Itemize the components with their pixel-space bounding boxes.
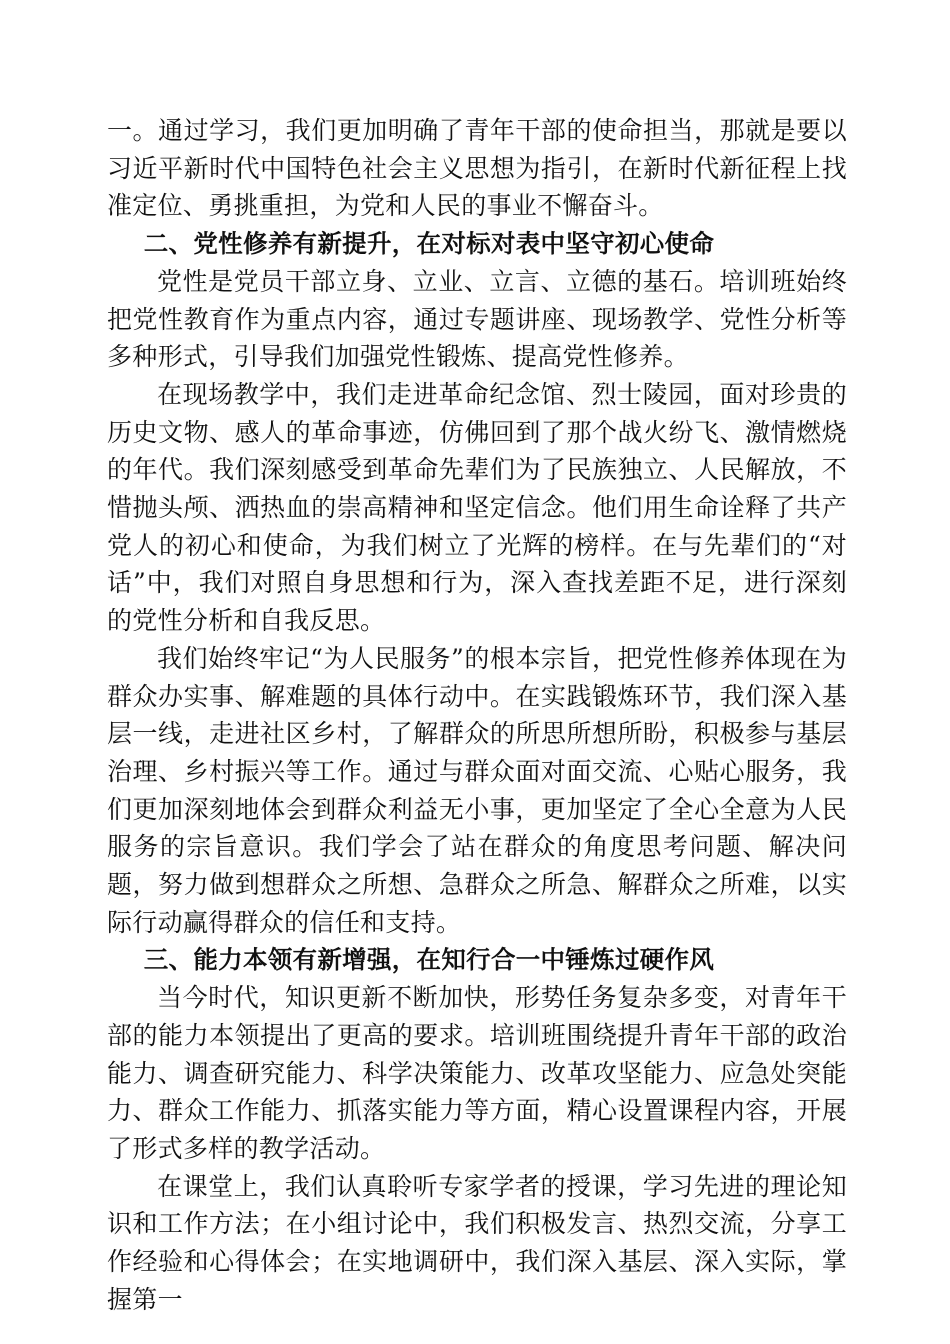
paragraph-continuation: 一。通过学习，我们更加明确了青年干部的使命担当，那就是要以习近平新时代中国特色社会主义思想为指引，在新时代新征程上找准定位、勇挑重担，为党和人民的事业不懈奋斗。	[107, 116, 847, 221]
section-heading-2: 二、党性修养有新提升，在对标对表中坚守初心使命	[143, 229, 715, 259]
paragraph-onsite-teaching: 在现场教学中，我们走进革命纪念馆、烈士陵园，面对珍贵的历史文物、感人的革命事迹，仿佛回到了那个战火纷飞、激情燃烧的年代。我们深刻感受到革命先辈们为了民族独立、人民解放，不惜抛头颅、洒热血的崇高精神和坚定信念。他们用生命诠释了共产党人的初心和使命，为我们树立了光辉的榜样。在与先辈们的“对话”中，我们对照自身思想和行为，深入查找差距不足，进行深刻的党性分析和自我反思。	[107, 379, 847, 636]
section-heading-3: 三、能力本领有新增强，在知行合一中锤炼过硬作风	[143, 945, 715, 975]
paragraph-classroom: 在课堂上，我们认真聆听专家学者的授课，学习先进的理论知识和工作方法；在小组讨论中，我们积极发言、热烈交流，分享工作经验和心得体会；在实地调研中，我们深入基层、深入实际，掌握第一	[107, 1171, 847, 1314]
paragraph-ability-intro: 当今时代，知识更新不断加快，形势任务复杂多变，对青年干部的能力本领提出了更高的要求。培训班围绕提升青年干部的政治能力、调查研究能力、科学决策能力、改革攻坚能力、应急处突能力、群众工作能力、抓落实能力等方面，精心设置课程内容，开展了形式多样的教学活动。	[107, 983, 847, 1163]
document-page	[107, 112, 847, 1319]
paragraph-serve-the-people: 我们始终牢记“为人民服务”的根本宗旨，把党性修养体现在为群众办实事、解难题的具体行动中。在实践锻炼环节，我们深入基层一线，走进社区乡村，了解群众的所思所想所盼，积极参与基层治理、乡村振兴等工作。通过与群众面对面交流、心贴心服务，我们更加深刻地体会到群众利益无小事，更加坚定了全心全意为人民服务的宗旨意识。我们学会了站在群众的角度思考问题、解决问题，努力做到想群众之所想、急群众之所急、解群众之所难，以实际行动赢得群众的信任和支持。	[107, 643, 847, 937]
paragraph-party-spirit-intro: 党性是党员干部立身、立业、立言、立德的基石。培训班始终把党性教育作为重点内容，通过专题讲座、现场教学、党性分析等多种形式，引导我们加强党性锻炼、提高党性修养。	[107, 266, 847, 372]
